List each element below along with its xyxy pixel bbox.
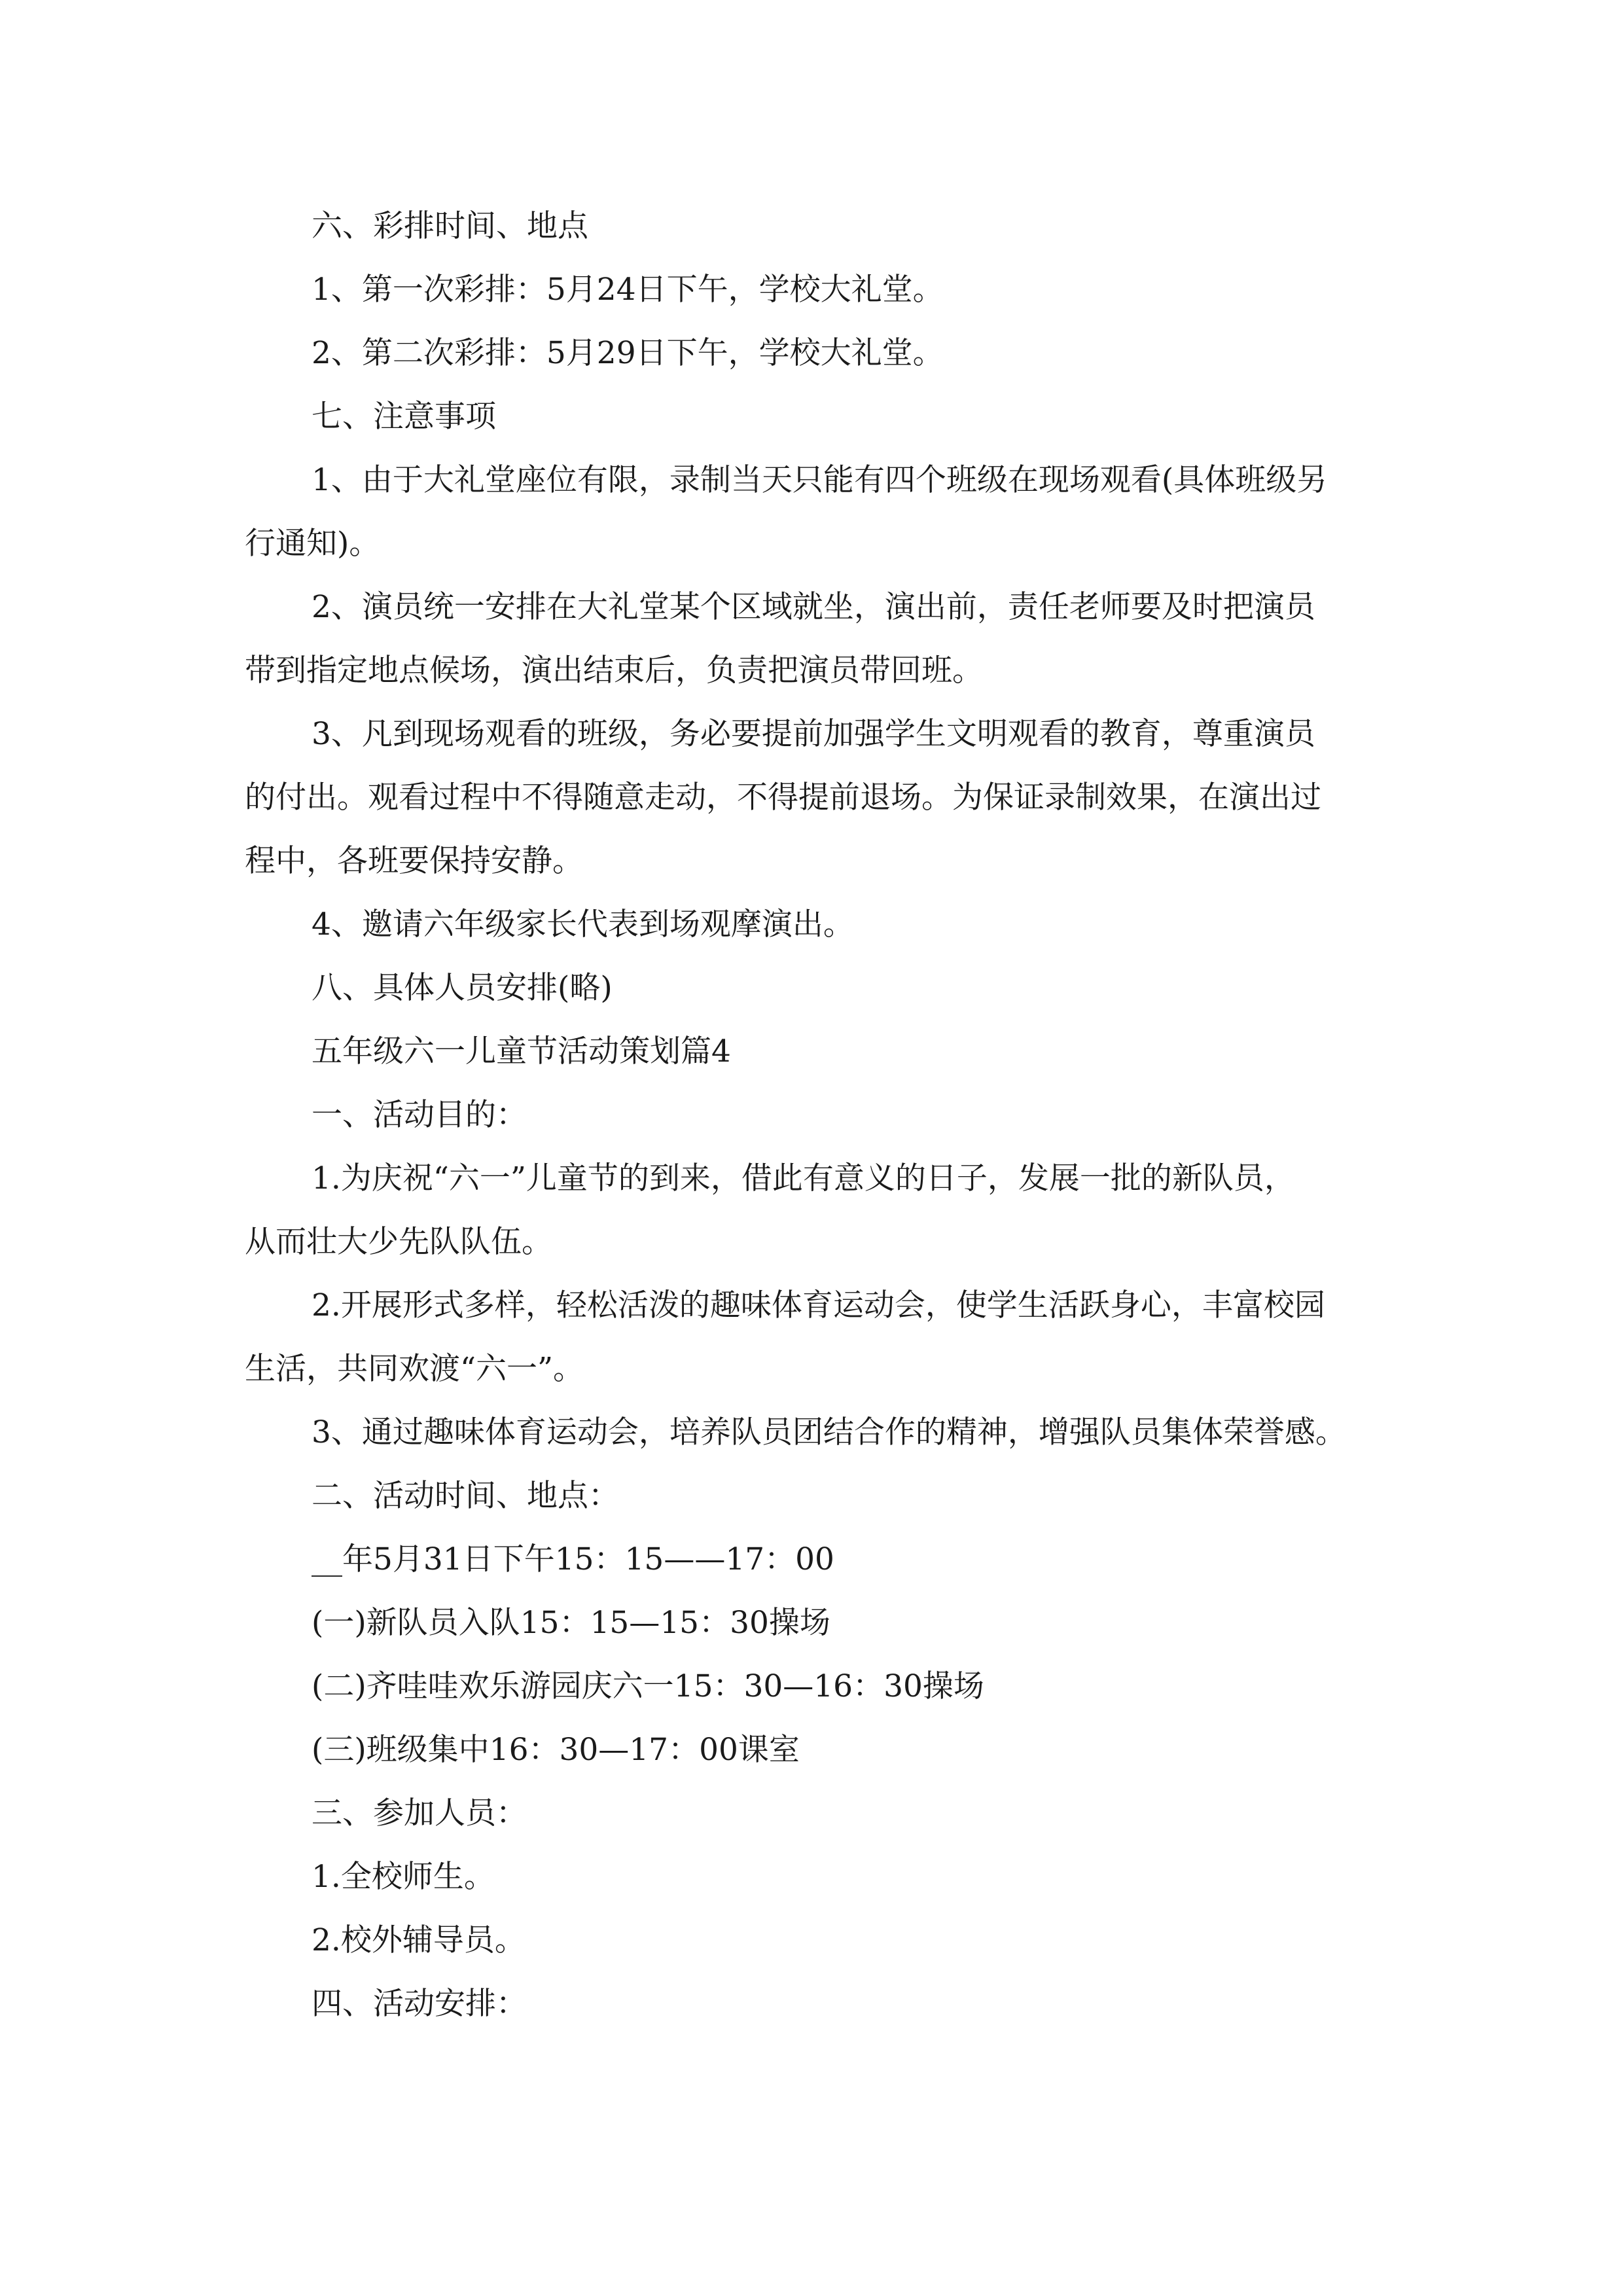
article-title: 五年级六一儿童节活动策划篇4 xyxy=(312,1033,731,1069)
paragraph-line: 2、演员统一安排在大礼堂某个区域就坐，演出前，责任老师要及时把演员 xyxy=(312,589,1315,625)
section-heading-6: 六、彩排时间、地点 xyxy=(312,208,588,244)
paragraph-line: 2、第二次彩排：5月29日下午，学校大礼堂。 xyxy=(312,335,944,371)
section-heading-1: 一、活动目的： xyxy=(312,1097,527,1133)
section-heading-4: 四、活动安排： xyxy=(312,1986,527,2022)
paragraph-line: 从而壮大少先队队伍。 xyxy=(245,1224,552,1260)
schedule-line: __年5月31日下午15：15——17：00 xyxy=(312,1541,834,1577)
section-heading-7: 七、注意事项 xyxy=(312,399,496,435)
list-item: 1.全校师生。 xyxy=(312,1859,495,1895)
schedule-line: (二)齐哇哇欢乐游园庆六一15：30—16：30操场 xyxy=(312,1668,984,1704)
schedule-line: (一)新队员入队15：15—15：30操场 xyxy=(312,1605,830,1641)
paragraph-line: 3、通过趣味体育运动会，培养队员团结合作的精神，增强队员集体荣誉感。 xyxy=(312,1414,1346,1450)
paragraph-line: 1.为庆祝“六一”儿童节的到来，借此有意义的日子，发展一批的新队员， xyxy=(312,1160,1295,1196)
paragraph-line: 的付出。观看过程中不得随意走动，不得提前退场。为保证录制效果，在演出过 xyxy=(245,780,1321,816)
paragraph-line: 1、由于大礼堂座位有限，录制当天只能有四个班级在现场观看(具体班级另 xyxy=(312,462,1328,498)
paragraph-line: 程中，各班要保持安静。 xyxy=(245,843,583,879)
paragraph-line: 3、凡到现场观看的班级，务必要提前加强学生文明观看的教育，尊重演员 xyxy=(312,716,1315,752)
section-heading-3: 三、参加人员： xyxy=(312,1795,527,1831)
schedule-line: (三)班级集中16：30—17：00课室 xyxy=(312,1732,800,1768)
section-heading-8: 八、具体人员安排(略) xyxy=(312,970,613,1006)
paragraph-line: 带到指定地点候场，演出结束后，负责把演员带回班。 xyxy=(245,653,983,689)
paragraph-line: 4、邀请六年级家长代表到场观摩演出。 xyxy=(312,906,854,942)
list-item: 2.校外辅导员。 xyxy=(312,1922,526,1958)
paragraph-line: 1、第一次彩排：5月24日下午，学校大礼堂。 xyxy=(312,272,944,308)
paragraph-line: 2.开展形式多样，轻松活泼的趣味体育运动会，使学生活跃身心，丰富校园 xyxy=(312,1287,1325,1323)
paragraph-line: 生活，共同欢渡“六一”。 xyxy=(245,1351,584,1387)
paragraph-line: 行通知)。 xyxy=(245,526,380,562)
section-heading-2: 二、活动时间、地点： xyxy=(312,1478,619,1514)
